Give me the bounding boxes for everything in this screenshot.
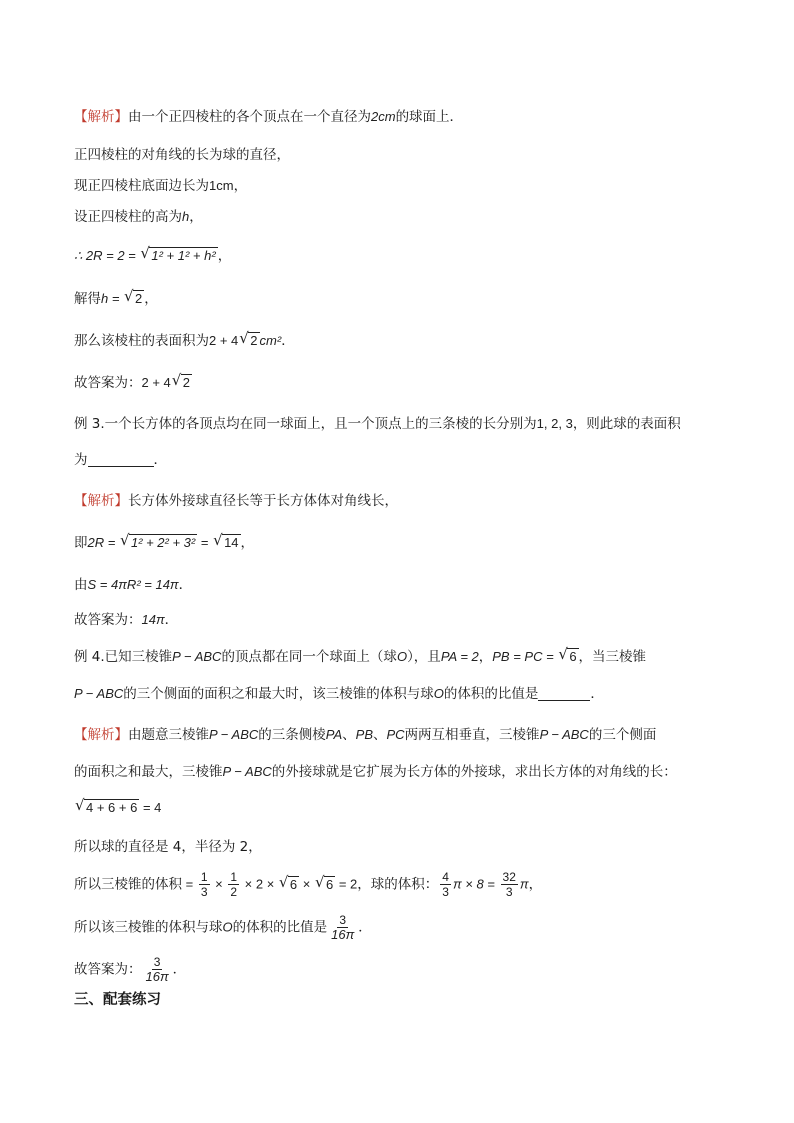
sqrt-expression: √ 2 xyxy=(239,329,258,348)
fraction: $\frac{4}{3}$ xyxy=(442,870,449,899)
ex3-question-line-2: 为 ． xyxy=(74,452,167,468)
ex4-analysis-line-1: 【解析】由题意三棱锥P − ABC的三条侧棱PA、PB、PC两两互相垂直，三棱锥P − ABC的三个侧面 xyxy=(74,727,657,743)
ex2-line-7: 那么该棱柱的表面积为2 + 4 √ 2 cm²． xyxy=(74,329,295,349)
sqrt-expression: √ 14 xyxy=(213,531,239,550)
fraction: $\frac{3}{16\pi}$ xyxy=(145,955,169,984)
analysis-tag: 【解析】 xyxy=(74,109,128,125)
ex4-analysis-line-6: 所以该三棱锥的体积与球O的体积的比值是 $\frac{3}{16\pi}$ ． xyxy=(74,913,372,942)
analysis-tag: 【解析】 xyxy=(74,727,128,743)
ex3-question-line-1: 例 3.一个长方体的各顶点均在同一球面上，且一个顶点上的三条棱的长分别为1, 2, 3，则此球的表面积 xyxy=(74,416,681,432)
ex3-answer-line: 故答案为：14π． xyxy=(74,612,179,628)
ex2-line-1: 【解析】由一个正四棱柱的各个顶点在一个直径为2cm的球面上． xyxy=(74,109,464,125)
answer-blank xyxy=(538,688,590,701)
ex3-analysis-line-2: 即2R = √ 1² + 2² + 3² = √ 14 ， xyxy=(74,531,255,551)
sqrt-expression: √ 1² + 1² + h² xyxy=(140,244,216,263)
ex2-line-4: 设正四棱柱的高为h， xyxy=(74,209,203,225)
sqrt-expression: √ 2 xyxy=(124,287,143,306)
ex2-line-8: 故答案为：2 + 4 √ 2 xyxy=(74,371,191,391)
fraction: $\frac{32}{3}$ xyxy=(502,870,516,899)
sqrt-expression: √ 6 xyxy=(278,872,298,892)
sqrt-expression: √ 6 xyxy=(314,872,334,892)
sqrt-expression: √ 1² + 2² + 3² xyxy=(119,531,196,550)
analysis-tag: 【解析】 xyxy=(74,493,128,509)
fraction: $\frac{1}{3}$ xyxy=(200,870,208,899)
section-heading: 三、配套练习 xyxy=(74,992,161,1008)
ex2-line-2: 正四棱柱的对角线的长为球的直径， xyxy=(74,147,290,163)
ex2-line-6: 解得h = √ 2 ， xyxy=(74,287,158,307)
ex4-question-line-2: P − ABC的三个侧面的面积之和最大时，该三棱锥的体积与球O的体积的比值是 ． xyxy=(74,686,604,702)
ex2-line-3: 现正四棱柱底面边长为1cm， xyxy=(74,178,248,194)
ex4-analysis-line-4: 所以球的直径是 4，半径为 2， xyxy=(74,839,262,855)
ex4-analysis-line-5: 所以三棱锥的体积 = $\frac{1}{3}$ × $\frac{1}{2}$ × 2 × √ 6 × √ 6 = 2，球的体积： $\frac{4}{3}$ π × 8 = $\frac{32}{3}$ π， xyxy=(74,870,543,899)
sqrt-expression: √ 2 xyxy=(171,371,191,390)
ex4-answer-line: 故答案为： $\frac{3}{16\pi}$ ． xyxy=(74,955,187,984)
ex3-analysis-line-3: 由S = 4πR² = 14π． xyxy=(74,577,193,593)
answer-blank xyxy=(88,454,154,467)
ex4-analysis-line-2: 的面积之和最大，三棱锥P − ABC的外接球就是它扩展为长方体的外接球，求出长方体的对角线的长： xyxy=(74,764,677,780)
sqrt-expression: √ 6 xyxy=(558,645,577,664)
fraction: $\frac{3}{16\pi}$ xyxy=(331,913,355,942)
fraction: $\frac{1}{2}$ xyxy=(230,870,238,899)
sqrt-expression: √ 4 + 6 + 6 xyxy=(75,796,138,815)
ex4-question-line-1: 例 4.已知三棱锥P − ABC的顶点都在同一个球面上（球O），且PA = 2，PB = PC = √ 6 ，当三棱锥 xyxy=(74,645,647,665)
ex2-line-5: ∴ 2R = 2 = √ 1² + 1² + h² ， xyxy=(74,244,232,264)
ex4-analysis-line-3: √ 4 + 6 + 6 = 4 xyxy=(74,798,161,818)
ex3-analysis-line-1: 【解析】长方体外接球直径长等于长方体体对角线长， xyxy=(74,493,398,509)
